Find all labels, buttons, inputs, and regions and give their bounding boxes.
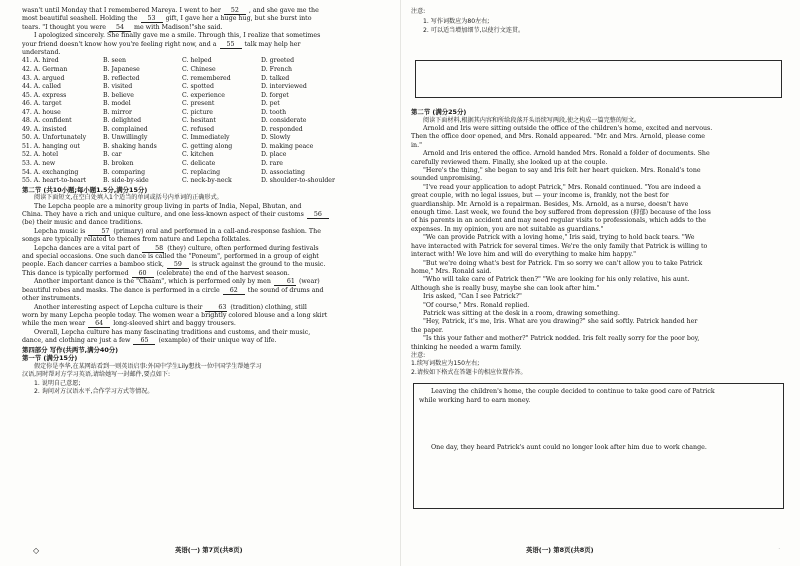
text-run: China. They have a rich and unique culture, and one less-known aspect of their customs bbox=[22, 211, 304, 219]
text-run: the sound of drums and bbox=[247, 286, 324, 294]
story-line: "We can provide Patrick with a loving home," Iris said, trying to hold back tears. "We bbox=[423, 234, 695, 242]
dot-mark: · bbox=[778, 546, 780, 552]
sec2-header: 第二节 (满分25分) bbox=[411, 108, 467, 116]
text-run: gift, I gave her a huge hug, but she burst into bbox=[165, 15, 312, 23]
story-line: "Is this your father and mother?" Patrick nodded. Iris felt really sorry for the poor boy, bbox=[423, 335, 700, 343]
text-run: talk may help her bbox=[244, 40, 301, 48]
text-line bbox=[22, 295, 390, 303]
text-run: Lepcha dances are a vital part of bbox=[34, 244, 140, 252]
text-line bbox=[22, 15, 390, 23]
option-cell: 50. A. Unfortunately bbox=[22, 134, 87, 142]
option-cell: 55. A. heart-to-heart bbox=[22, 177, 87, 185]
text-line bbox=[22, 320, 390, 328]
option-cell: C. getting along bbox=[182, 142, 233, 150]
option-cell: 51. A. hanging out bbox=[22, 142, 80, 150]
text-line bbox=[22, 7, 390, 15]
option-cell: C. remembered bbox=[182, 74, 231, 82]
option-cell: 45. A. express bbox=[22, 91, 67, 99]
option-cell: C. hesitant bbox=[182, 117, 216, 125]
blank-number[interactable]: 64 bbox=[88, 320, 110, 328]
story-line: expenses. In my opinion, you are not suitable as guardians." bbox=[411, 225, 604, 233]
sec2-instructions: 阅读下面材料,根据其内容和所给段落开头语续写两段,使之构成一篇完整的短文。 bbox=[423, 116, 641, 124]
option-cell: B. mirror bbox=[103, 108, 132, 116]
option-cell: C. refused bbox=[182, 125, 215, 133]
part4-section1: 第一节 (满分15分) bbox=[22, 354, 78, 363]
story-line: "Hey, Patrick, it's me, Iris. What are you drawing?" she said softly. Patrick handed her bbox=[423, 318, 698, 326]
text-run: (they) culture, often performed during festivals bbox=[167, 244, 319, 252]
blank-number[interactable]: 57 bbox=[88, 228, 110, 236]
writing-box-2[interactable] bbox=[413, 383, 784, 509]
option-cell: 48. A. confident bbox=[22, 117, 72, 125]
story-line: home," Mrs. Ronald said. bbox=[411, 267, 492, 275]
option-cell: B. comparing bbox=[103, 168, 146, 176]
story-line: of his parents in an accident and may need regular visits to professionals, which adds to the bbox=[411, 217, 706, 225]
blank-number[interactable]: 62 bbox=[223, 287, 245, 295]
text-run: tears. "I thought you were bbox=[22, 23, 106, 31]
text-run: worn by many Lepcha people today. The women wear a brightly colored blouse and a long skirt bbox=[22, 311, 328, 319]
option-cell: D. rare bbox=[261, 160, 283, 167]
option-row bbox=[22, 117, 390, 126]
section2-instructions: 阅读下面短文,在空白处填入1个适当的单词或括号内单词的正确形式。 bbox=[34, 194, 223, 202]
option-cell: B. reflected bbox=[103, 74, 140, 82]
option-cell: C. present bbox=[182, 100, 215, 108]
option-row bbox=[22, 83, 390, 92]
writing-box-1[interactable] bbox=[415, 60, 782, 98]
story-line: thinking he needed a warm family. bbox=[411, 343, 522, 351]
prompt-para1-line2: while working hard to earn money. bbox=[419, 397, 531, 405]
blank-number[interactable]: 53 bbox=[141, 15, 163, 23]
story-line: guardianship. Mr. Arnold is a repairman. Besides, Ms. Arnold, as a nurse, doesn't have bbox=[411, 200, 689, 208]
lepcha-passage bbox=[22, 203, 390, 346]
note2-2: 2.请按如下格式在答题卡的相应位置作答。 bbox=[411, 368, 527, 376]
text-run: and special occasions. One such dance is called the "Poneum", performed in a group of eight bbox=[22, 253, 319, 261]
option-row bbox=[22, 126, 390, 135]
option-row bbox=[22, 66, 390, 75]
text-line bbox=[22, 270, 390, 278]
text-line bbox=[22, 236, 390, 244]
text-run: understand. bbox=[22, 49, 61, 57]
text-line bbox=[22, 41, 390, 49]
text-run: (celebrate) the end of the harvest season. bbox=[156, 269, 290, 277]
option-row bbox=[22, 92, 390, 101]
text-run: (tradition) clothing, still bbox=[230, 303, 307, 311]
option-cell: C. helped bbox=[182, 57, 212, 65]
text-run: is struck against the ground to the music. bbox=[191, 261, 326, 269]
blank-number[interactable]: 60 bbox=[132, 270, 154, 278]
story-line: sounded unpromising. bbox=[411, 175, 483, 183]
option-cell: D. shoulder-to-shoulder bbox=[261, 177, 335, 185]
text-run: (primary) oral and performed in a call-and-response fashion. The bbox=[113, 227, 321, 235]
story-line: "But we're doing what's best for Patrick. I'm so sorry we can't allow you to take Patrick bbox=[423, 259, 703, 267]
text-run: dance, and clothing are just a few bbox=[22, 337, 131, 345]
text-run: me with Madison!"she said. bbox=[133, 23, 223, 31]
story-line: Although she is really busy, maybe she can look after him." bbox=[411, 284, 600, 292]
option-cell: D. forget bbox=[261, 91, 289, 99]
option-cell: B. broken bbox=[103, 160, 134, 167]
text-line bbox=[22, 312, 390, 320]
text-run: long-sleeved shirt and baggy trousers. bbox=[113, 320, 236, 328]
option-row bbox=[22, 143, 390, 152]
option-cell: D. greeted bbox=[261, 57, 295, 65]
option-cell: D. considerate bbox=[261, 117, 307, 125]
text-run: Another interesting aspect of Lepcha culture is their bbox=[34, 303, 203, 311]
story-line: "I've read your application to adopt Patrick," Mrs. Ronald continued. "You are indeed a bbox=[423, 183, 701, 191]
option-cell: B. side-by-side bbox=[103, 177, 149, 185]
option-cell: 52. A. hotel bbox=[22, 151, 59, 159]
option-cell: 43. A. argued bbox=[22, 74, 65, 82]
story-line: have interacted with Patrick for several times. We're the only family that Patrick is willing to bbox=[411, 242, 708, 250]
note-2: 2. 可以适当增加细节,以使行文连贯。 bbox=[423, 27, 525, 34]
text-line bbox=[22, 278, 390, 286]
option-cell: C. experience bbox=[182, 91, 225, 99]
blank-number[interactable]: 61 bbox=[274, 278, 296, 286]
option-cell: D. talked bbox=[261, 74, 290, 82]
story-line: Then the office door opened, and Mrs. Ronald appeared. "Mr. and Mrs. Arnold, please come bbox=[411, 133, 706, 141]
note2-1: 1.续写词数应为150左右; bbox=[411, 360, 480, 368]
note-1: 1. 写作词数应为80左右; bbox=[423, 18, 490, 25]
option-cell: C. picture bbox=[182, 108, 213, 116]
option-row bbox=[22, 169, 390, 178]
page-right bbox=[400, 0, 800, 566]
option-cell: B. Japanese bbox=[103, 65, 140, 73]
option-cell: D. responded bbox=[261, 125, 303, 133]
blank-number[interactable]: 52 bbox=[224, 7, 246, 15]
text-run: beautiful robes and masks. The dance is performed in a circle bbox=[22, 286, 220, 294]
text-line bbox=[22, 219, 390, 227]
text-line bbox=[22, 253, 390, 261]
text-line bbox=[22, 49, 390, 57]
option-cell: D. interviewed bbox=[261, 83, 307, 91]
prompt-para2: One day, they heard Patrick's aunt could no longer look after him due to work change. bbox=[431, 444, 707, 452]
story-line: great couple, with no legal issues, but — your income is, frankly, not the best for bbox=[411, 192, 669, 200]
option-row bbox=[22, 134, 390, 143]
text-line bbox=[22, 211, 390, 219]
text-run: while the men wear bbox=[22, 320, 86, 328]
story-line: enough time. Last week, we found the boy suffered from depression (抑郁) because of the loss bbox=[411, 209, 711, 217]
part4-point-2: 2. 询问对方汉语水平,合作学习方式等情况。 bbox=[34, 387, 154, 395]
option-row bbox=[22, 160, 390, 169]
text-run: The Lepcha people are a minority group living in parts of India, Nepal, Bhutan, and bbox=[34, 202, 302, 210]
prompt-para1-line1: Leaving the children's home, the couple decided to continue to take good care of Patrick bbox=[431, 388, 715, 396]
diamond-icon: ◇ bbox=[33, 546, 40, 555]
story-line: Arnold and Iris were sitting outside the office of the children's home, excited and nervous. bbox=[423, 125, 713, 132]
option-cell: C. Chinese bbox=[182, 65, 216, 73]
option-cell: B. car bbox=[103, 151, 122, 159]
notes2-title: 注意: bbox=[411, 351, 426, 359]
option-cell: C. kitchen bbox=[182, 151, 214, 159]
text-line bbox=[22, 24, 390, 32]
text-line bbox=[22, 337, 390, 345]
option-cell: C. Immediately bbox=[182, 134, 230, 142]
text-line bbox=[22, 32, 390, 40]
option-cell: 54. A. exchanging bbox=[22, 168, 79, 176]
part4-header: 第四部分 写作(共两节,满分40分) bbox=[22, 345, 119, 354]
story-line: Arnold and Iris entered the office. Arnold handed Mrs. Ronald a folder of documents. She bbox=[423, 150, 710, 158]
blank-number[interactable]: 54 bbox=[109, 24, 131, 32]
section2-header: 第二节 (共10小题;每小题1.5分,满分15分) bbox=[22, 185, 148, 194]
option-cell: D. place bbox=[261, 151, 287, 159]
text-line bbox=[22, 261, 390, 269]
text-run: people. Each dancer carries a bamboo stick, bbox=[22, 261, 164, 269]
option-cell: B. seen bbox=[103, 57, 126, 65]
option-cell: D. making peace bbox=[261, 142, 314, 150]
text-run: , and she gave me the bbox=[248, 7, 319, 14]
option-cell: 53. A. new bbox=[22, 160, 56, 167]
option-row bbox=[22, 109, 390, 118]
option-row bbox=[22, 151, 390, 160]
option-cell: B. believe bbox=[103, 91, 134, 99]
story-line: the paper. bbox=[411, 326, 444, 334]
option-cell: B. shaking hands bbox=[103, 142, 157, 150]
option-cell: C. spotted bbox=[182, 83, 214, 91]
text-line bbox=[22, 203, 390, 211]
option-row bbox=[22, 75, 390, 84]
option-row bbox=[22, 100, 390, 109]
story-line: "Who will take care of Patrick then?" "We are looking for his only relative, his aunt. bbox=[423, 276, 690, 284]
story-line: "Of course," Mrs. Ronald replied. bbox=[423, 301, 530, 309]
option-cell: C. replacing bbox=[182, 168, 221, 176]
blank-number[interactable]: 56 bbox=[307, 211, 329, 219]
text-run: (wear) bbox=[298, 278, 320, 286]
text-run: most beautiful seashell. Holding the bbox=[22, 15, 138, 23]
story-line: Patrick was sitting at the desk in a room, drawing something. bbox=[423, 309, 620, 317]
text-run: I apologized sincerely. She finally gave me a smile. Through this, I realize that sometimes bbox=[34, 32, 321, 40]
text-line bbox=[22, 287, 390, 295]
option-cell: 44. A. called bbox=[22, 83, 61, 91]
text-run: Another important dance is the "Chaam", which is performed only by men bbox=[34, 278, 271, 286]
option-cell: 42. A. German bbox=[22, 65, 68, 73]
text-run: (example) of their unique way of life. bbox=[158, 337, 277, 345]
option-cell: B. delighted bbox=[103, 117, 142, 125]
option-cell: 41. A. hired bbox=[22, 57, 59, 65]
story-line: in." bbox=[411, 141, 422, 149]
blank-number[interactable]: 58 bbox=[142, 245, 164, 253]
option-cell: D. Slowly bbox=[261, 134, 291, 142]
blank-number[interactable]: 65 bbox=[133, 337, 155, 345]
option-row bbox=[22, 57, 390, 66]
option-cell: D. pet bbox=[261, 100, 280, 108]
option-cell: C. neck-by-neck bbox=[182, 177, 232, 185]
blank-number[interactable]: 59 bbox=[167, 261, 189, 269]
option-cell: B. Unwillingly bbox=[103, 134, 148, 142]
text-line bbox=[22, 304, 390, 312]
text-run: Overall, Lepcha culture has many fascinating traditions and customs, and their music, bbox=[34, 328, 311, 336]
option-cell: C. delicate bbox=[182, 160, 216, 167]
option-cell: 46. A. target bbox=[22, 100, 62, 108]
text-run: songs are typically related to themes from nature and Lepcha folktales. bbox=[22, 236, 251, 244]
page-footer-right: 英语(一) 第8页(共8页) bbox=[526, 546, 594, 554]
option-cell: D. French bbox=[261, 65, 293, 73]
text-line bbox=[22, 245, 390, 253]
text-line bbox=[22, 228, 390, 236]
text-run: your friend doesn't know how you're feeling right now, and a bbox=[22, 40, 217, 48]
option-cell: B. model bbox=[103, 100, 131, 108]
part4-prompt-line1: 假定你是李华,在某网站看到一则英语启事:外国中学生Lily想找一位中国学生帮她学习 bbox=[34, 362, 262, 370]
story-passage bbox=[411, 125, 786, 352]
notes-title: 注意: bbox=[411, 8, 426, 15]
text-run: other instruments. bbox=[22, 295, 82, 303]
option-cell: D. associating bbox=[261, 168, 305, 176]
blank-number[interactable]: 63 bbox=[205, 304, 227, 312]
text-run: (be) their music and dance traditions. bbox=[22, 219, 143, 227]
story-line: "Here's the thing," she began to say and Iris felt her heart quicken. Mrs. Ronald's tone bbox=[423, 167, 701, 175]
option-cell: 49. A. insisted bbox=[22, 125, 67, 133]
text-run: wasn't until Monday that I remembered Mareya. I went to her bbox=[22, 7, 221, 14]
part4-prompt-line2: 汉语,同时帮对方学习英语,请给她写一封邮件,要点如下: bbox=[22, 371, 171, 379]
option-row bbox=[22, 177, 390, 186]
story-line: carefully reviewed them. Finally, she looked up at the couple. bbox=[411, 158, 608, 166]
option-cell: D. tooth bbox=[261, 108, 287, 116]
text-run: This dance is typically performed bbox=[22, 269, 129, 277]
blank-number[interactable]: 55 bbox=[220, 41, 242, 49]
story-line: interact with! We love him and will do everything to make him happy." bbox=[411, 251, 636, 259]
page-footer-left: 英语(一) 第7页(共8页) bbox=[175, 546, 243, 554]
story-line: Iris asked, "Can I see Patrick?" bbox=[423, 293, 522, 301]
options-table bbox=[22, 57, 390, 185]
text-line bbox=[22, 329, 390, 337]
option-cell: 47. A. house bbox=[22, 108, 61, 116]
option-cell: B. visited bbox=[103, 83, 133, 91]
passage-top bbox=[22, 7, 390, 57]
text-run: Lepcha music is bbox=[34, 227, 86, 235]
part4-point-1: 1. 说明自己意愿; bbox=[34, 379, 81, 387]
option-cell: B. complained bbox=[103, 125, 148, 133]
